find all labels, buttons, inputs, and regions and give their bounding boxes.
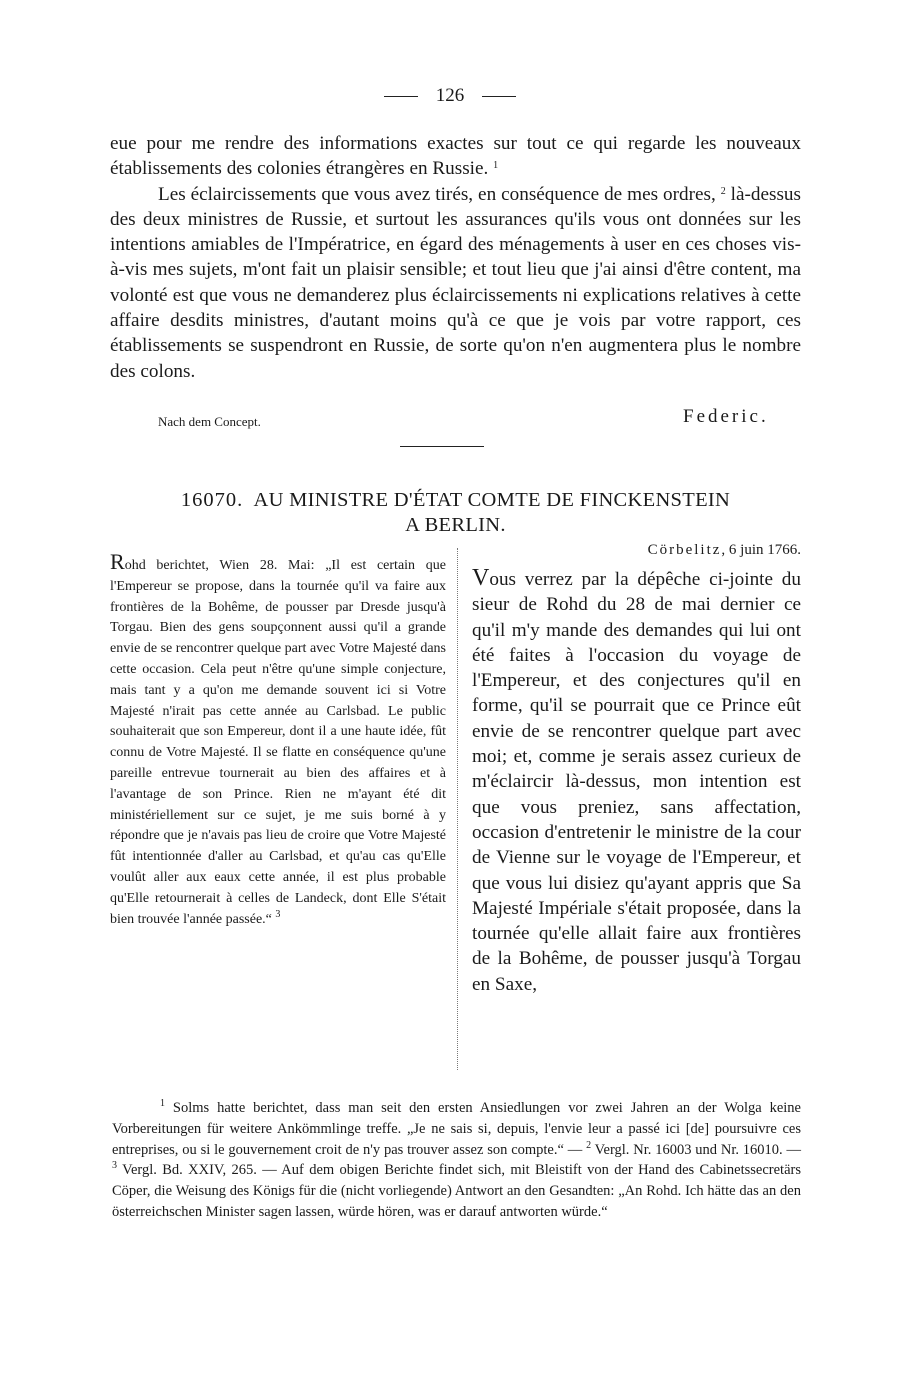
letter-continuation xyxy=(110,131,801,384)
page-number xyxy=(0,85,900,107)
heading-line-1 xyxy=(110,488,801,513)
drop-initial-left: R xyxy=(110,549,125,574)
heading-title: AU MINISTRE D'ÉTAT COMTE DE FINCKENSTEIN xyxy=(253,489,731,511)
column-divider xyxy=(457,548,458,1070)
footnote-ref-3: 3 xyxy=(275,908,281,920)
dateline xyxy=(470,542,801,559)
footnote-2: Vergl. Nr. 16003 und Nr. 16010. — xyxy=(594,1141,801,1158)
page-number-value: 126 xyxy=(435,85,465,106)
footnote-mark-1: 1 xyxy=(160,1098,165,1109)
heading-line-2: A BERLIN. xyxy=(405,514,506,536)
footnote-ref-1: 1 xyxy=(493,160,499,172)
paragraph-2-text-a: Les éclaircissements que vous avez tirés, en conséquence de mes ordres, xyxy=(158,183,716,205)
footnote-3: Vergl. Bd. XXIV, 265. — Auf dem obigen Berichte findet sich, mit Bleistift von der Hand des Cabinetssecretärs Cöper, die Weisung des Königs für die (nicht vorliegende) Antwort an den Gesandten: „An Rohd. Ich hätte das an den österreichschen Minister sagen lassen, würde hören, was er darauf antworten würde.“ xyxy=(112,1162,801,1220)
letter-number: 16070. xyxy=(180,489,244,511)
paragraph-1-text: eue pour me rendre des informations exactes sur tout ce qui regarde les nouveaux établissements des colonies étrangères en Russie. xyxy=(110,133,801,180)
dateline-date: , 6 juin 1766. xyxy=(721,542,801,558)
footnote-ref-2: 2 xyxy=(720,185,726,197)
footnote-block xyxy=(112,1098,801,1223)
report-summary-column xyxy=(110,549,446,930)
dateline-place: Cörbelitz xyxy=(647,542,722,558)
drop-initial-right: V xyxy=(472,565,490,591)
letter-heading xyxy=(110,488,801,538)
concept-note: Nach dem Concept. xyxy=(158,414,261,429)
section-divider xyxy=(400,446,484,447)
report-summary-text: ohd berichtet, Wien 28. Mai: „Il est certain que l'Empereur se propose, dans la tournée qu'il va faire aux frontières de la Bohême, de pousser par Dresde jusqu'à Torgau. Bien des gens soupçonnent aussi qu'il a grande envie de se rencontrer quelque part avec Votre Majesté dans cette occasion. Cela peut n'être qu'une simple conjecture, mais tant y a qu'on me demande souvent ici si Votre Majesté n'irait pas cette année au Carlsbad. Le public souhaiterait que son Empereur, dont il a une haute idée, fût connu de Votre Majesté. Il se flatte en conséquence qu'une pareille entrevue tournerait au bien des affaires et à l'avantage de son Prince. Rien ne m'ayant été dit ministériellement sur ce sujet, je me suis borné à y répondre que je n'avais pas lieu de croire que Votre Majesté fût intentionnée d'aller au Carlsbad, et qu'au cas qu'Elle voulût aller aux eaux cette année, il est plus probable qu'Elle retournerait à celles de Landeck, dont Elle S'était bien trouvée l'année passée.“ xyxy=(110,558,446,927)
footnotes xyxy=(112,1098,801,1223)
footnote-mark-2: 2 xyxy=(586,1139,592,1151)
paragraph-1 xyxy=(110,131,801,182)
paragraph-2-text-b: là-dessus des deux ministres de Russie, et surtout les assurances qu'ils vous ont données sur les intentions amiables de l'Impératrice, en égard des ménagements à user en ces choses vis-à-vis mes sujets, m'ont fait un plaisir sensible; et tout lieu que j'ai ainsi d'être content, ma volonté est que vous ne demanderez plus éclaircissements ni explications relatives à cette affaire desdits ministres, d'autant moins qu'à ce que je vois par votre rapport, ces établissements se suspendront en Russie, de sorte qu'on n'en augmentera plus le nombre des colons. xyxy=(110,183,801,382)
page-number-dash-left xyxy=(384,96,418,97)
page-number-dash-right xyxy=(482,96,516,97)
paragraph-2 xyxy=(110,182,801,384)
footnote-1: Solms hatte berichtet, dass man seit den ersten Ansiedlungen vor zwei Jahren an der Wolga keine Vorbereitungen für weitere Ankömmlinge treffe. „Je ne sais si, depuis, l'envie leur a passé ici [de] poursuivre ces entreprises, ou si le gouvernement croit de n'y pas trouver assez son compte.“ — xyxy=(112,1100,801,1158)
footnote-mark-3: 3 xyxy=(112,1160,117,1172)
letter-body-text: ous verrez par la dépêche ci-jointe du sieur de Rohd du 28 de mai dernier ce qu'il m'y mande des demandes qui lui ont été faites à l'occasion du voyage de l'Empereur, et des conjectures qu'il en forme, qu'il se pourrait que ce Prince eût envie de se rencontrer quelque part avec moi; et, comme je serais assez curieux de m'éclaircir là-dessus, mon intention est que vous preniez, sans affectation, occasion d'entretenir le ministre de la cour de Vienne sur le voyage de l'Empereur, et que vous lui disiez qu'ayant appris que Sa Majesté Impériale s'était proposée, dans la tournée qu'elle allait faire aux frontières de la Bohême, de pousser jusqu'à Torgau en Saxe, xyxy=(472,569,801,995)
letter-body-column xyxy=(472,566,801,997)
signature: Federic. xyxy=(683,406,769,427)
